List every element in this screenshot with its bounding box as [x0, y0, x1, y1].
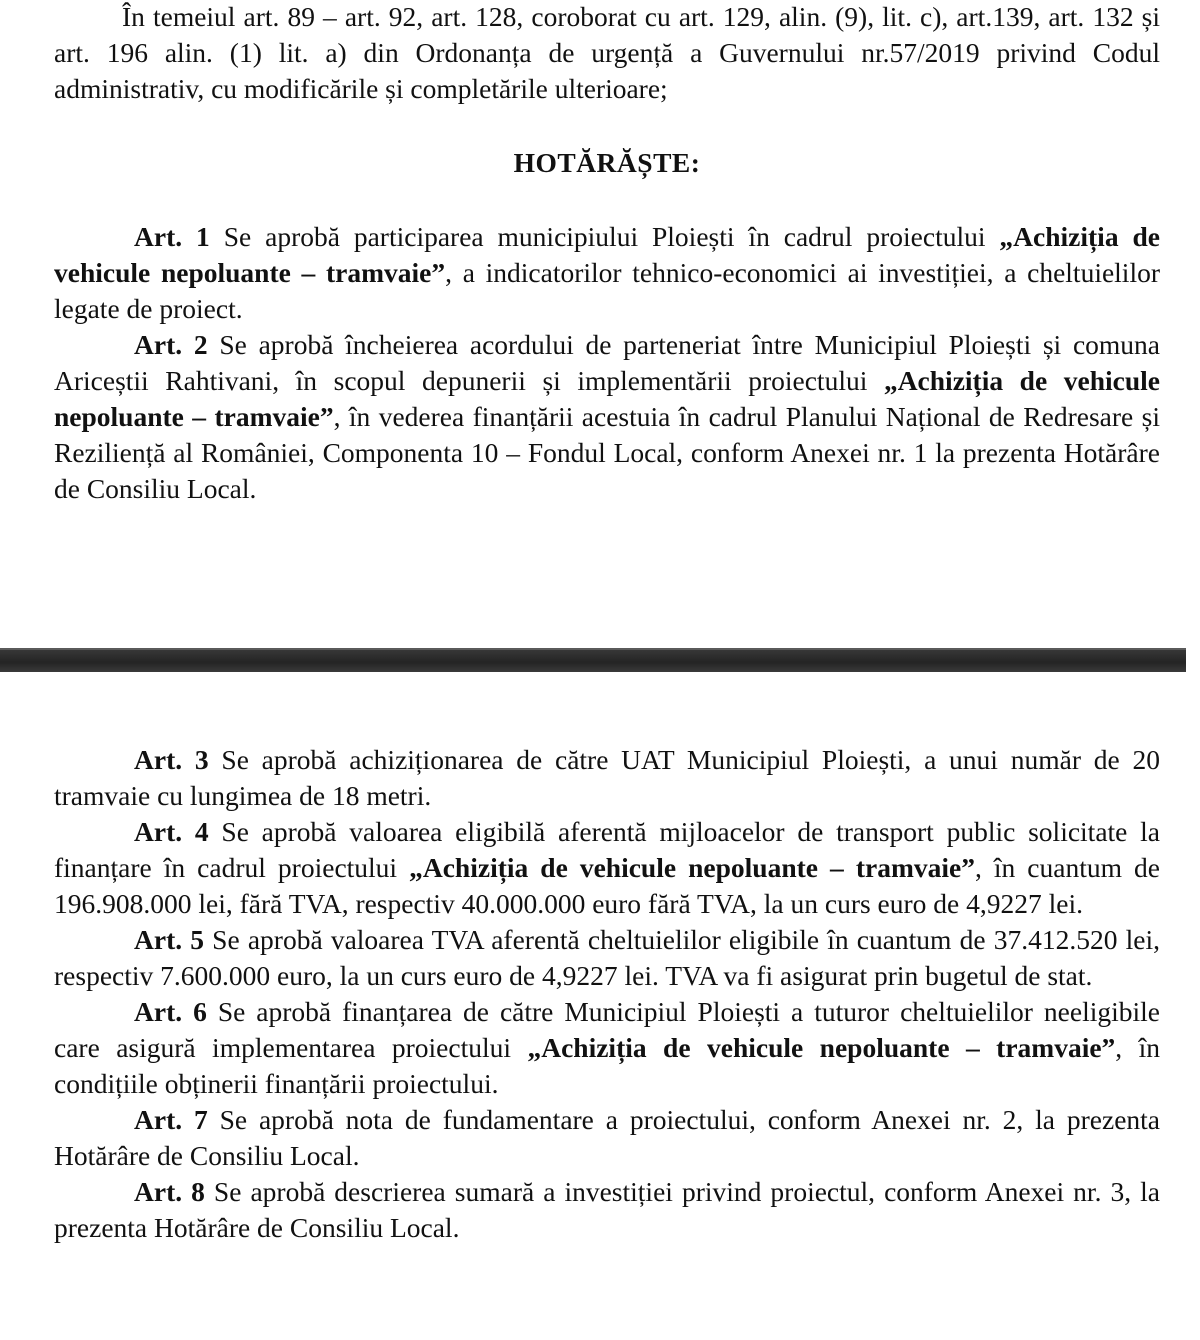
- article-label: Art. 1: [134, 221, 210, 252]
- article-text: , a indicatorilor tehnico-economici ai investiției, a cheltuielilor legate de proiect.: [54, 257, 1160, 324]
- project-name: „Achiziția de vehicule nepoluante – tramvaie”: [409, 852, 975, 883]
- document-page-bottom: [54, 742, 1160, 1246]
- article-text: , în vederea finanțării acestuia în cadrul Planului Național de Redresare și Reziliență al României, Componenta 10 – Fondul Local, conform Anexei nr. 1 la prezenta Hotărâre de Consiliu Local.: [54, 401, 1160, 504]
- project-name: „Achiziția de vehicule nepoluante – tramvaie”: [527, 1032, 1116, 1063]
- article-6: [54, 994, 1160, 1102]
- article-text: Se aprobă valoarea TVA aferentă cheltuielilor eligibile în cuantum de 37.412.520 lei, respectiv 7.600.000 euro, la un curs euro de 4,9227 lei. TVA va fi asigurat prin bugetul de stat.: [54, 924, 1160, 991]
- separator-highlight: [0, 648, 1186, 650]
- project-name: „Achiziția de vehicule nepoluante – tramvaie”: [54, 221, 1160, 288]
- article-7: [54, 1102, 1160, 1174]
- article-2: [54, 327, 1160, 507]
- project-name: „Achiziția de vehicule nepoluante – tramvaie”: [54, 365, 1160, 432]
- article-label: Art. 6: [134, 996, 207, 1027]
- article-label: Art. 5: [134, 924, 205, 955]
- article-text: Se aprobă finanțarea de către Municipiul Ploiești a tuturor cheltuielilor neeligibile care asigură implementarea proiectului: [54, 996, 1160, 1063]
- document-page-top: [54, 0, 1160, 507]
- article-1: [54, 219, 1160, 327]
- article-text: Se aprobă valoarea eligibilă aferentă mijloacelor de transport public solicitate la finanțare în cadrul proiectului: [54, 816, 1160, 883]
- article-label: Art. 3: [134, 744, 209, 775]
- article-label: Art. 8: [134, 1176, 205, 1207]
- article-5: [54, 922, 1160, 994]
- article-text: , în condițiile obținerii finanțării proiectului.: [54, 1032, 1160, 1099]
- article-3: [54, 742, 1160, 814]
- article-text: Se aprobă încheierea acordului de parteneriat între Municipiul Ploiești și comuna Ariceștii Rahtivani, în scopul depunerii și implementării proiectului: [54, 329, 1160, 396]
- article-4: [54, 814, 1160, 922]
- article-label: Art. 7: [134, 1104, 208, 1135]
- article-text: Se aprobă nota de fundamentare a proiectului, conform Anexei nr. 2, la prezenta Hotărâre de Consiliu Local.: [54, 1104, 1160, 1171]
- article-text: Se aprobă descrierea sumară a investiției privind proiectul, conform Anexei nr. 3, la prezenta Hotărâre de Consiliu Local.: [54, 1176, 1160, 1243]
- page-separator: [0, 648, 1186, 672]
- preamble-paragraph: În temeiul art. 89 – art. 92, art. 128, coroborat cu art. 129, alin. (9), lit. c), art.139, art. 132 și art. 196 alin. (1) lit. a) din Ordonanța de urgență a Guvernului nr.57/2019 privind Codul administrativ, cu modificările și completările ulterioare;: [54, 1, 1160, 104]
- article-text: Se aprobă participarea municipiului Ploiești în cadrul proiectului: [209, 221, 1000, 252]
- article-text: Se aprobă achiziționarea de către UAT Municipiul Ploiești, a unui număr de 20 tramvaie cu lungimea de 18 metri.: [54, 744, 1160, 811]
- article-label: Art. 4: [134, 816, 209, 847]
- article-8: [54, 1174, 1160, 1246]
- article-text: , în cuantum de 196.908.000 lei, fără TVA, respectiv 40.000.000 euro fără TVA, la un curs euro de 4,9227 lei.: [54, 852, 1160, 919]
- article-label: Art. 2: [134, 329, 208, 360]
- decision-heading: HOTĂRĂȘTE:: [513, 147, 701, 178]
